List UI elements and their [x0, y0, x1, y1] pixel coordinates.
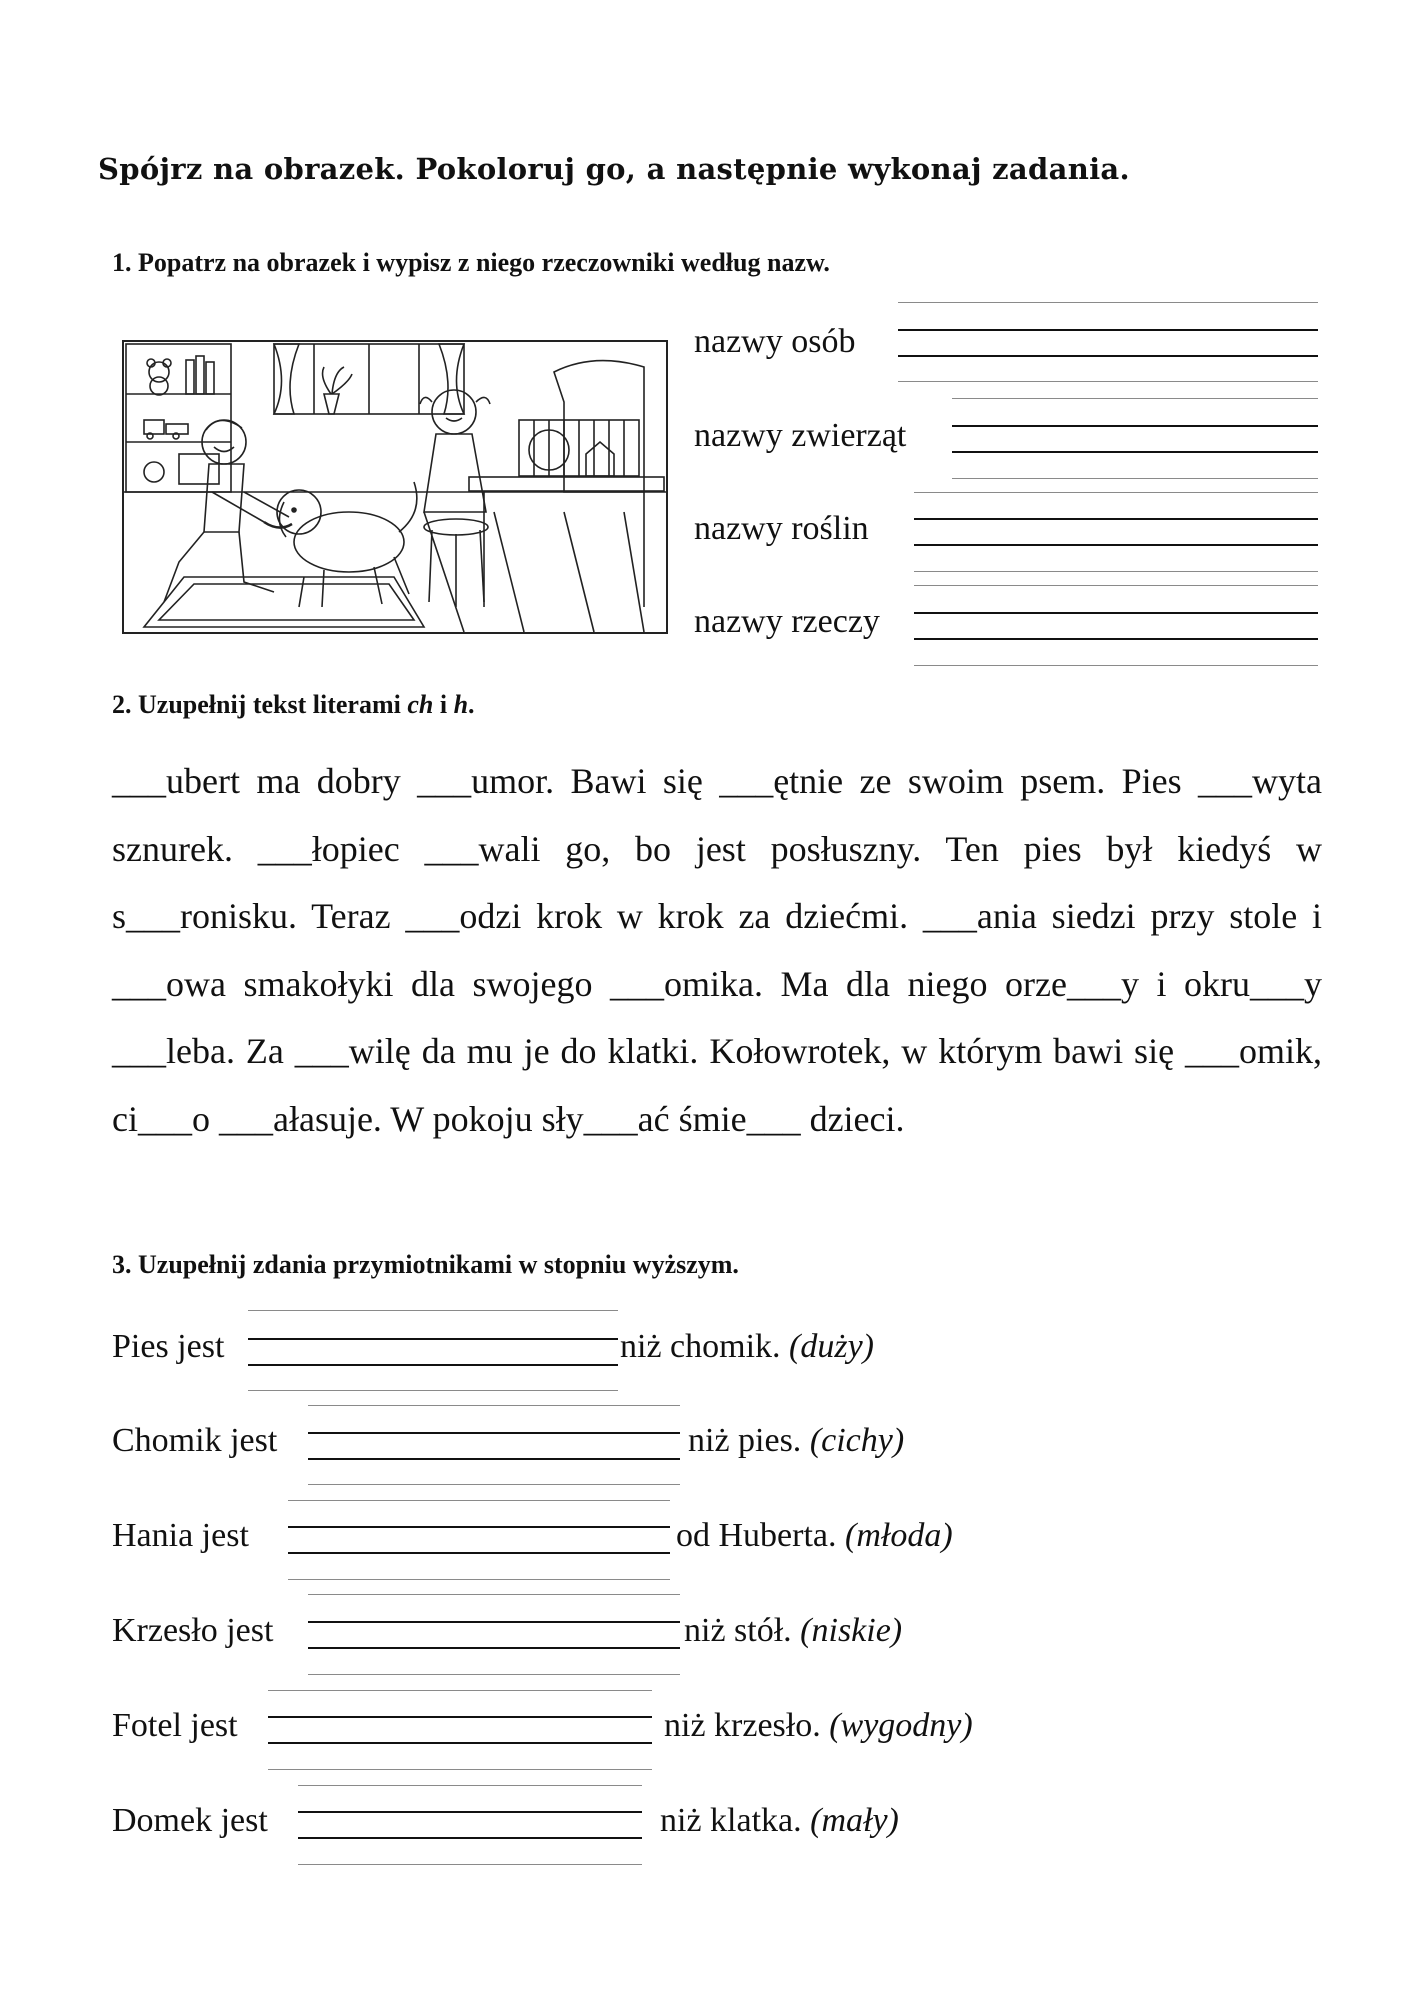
- hint: (młoda): [845, 1517, 953, 1554]
- sentence-row: Domek jest: [112, 1802, 268, 1839]
- hint: (niskie): [800, 1612, 903, 1649]
- sentence-row: Krzesło jest: [112, 1612, 274, 1649]
- label-plants: nazwy roślin: [694, 510, 869, 547]
- hint: (duży): [789, 1328, 874, 1365]
- label-things: nazwy rzeczy: [694, 603, 880, 640]
- task-3-heading: 3. Uzupełnij zdania przymiotnikami w stopniu wyższym.: [112, 1250, 739, 1279]
- label-people: nazwy osób: [694, 323, 856, 360]
- hint: (mały): [810, 1802, 899, 1839]
- sentence-end: od Huberta. (młoda): [676, 1517, 953, 1554]
- coloring-picture: [122, 340, 668, 634]
- fill-in-text: ___ubert ma dobry ___umor. Bawi się ___ętnie ze swoim psem. Pies ___wyta sznurek. ___łopiec ___wali go, bo jest posłuszny. Ten pies był kiedyś w s___ronisku. Teraz ___odzi krok w krok za dziećmi. ___ania siedzi przy stole i ___owa smakołyki dla swojego ___omika. Ma dla niego orze___y i okru___y ___leba. Za ___wilę da mu je do klatki. Kołowrotek, w którym bawi się ___omik, ci___o ___ałasuje. W pokoju sły___ać śmie___ dzieci.: [112, 761, 1322, 1139]
- sentence-end: niż stół. (niskie): [684, 1612, 903, 1649]
- sentence-end: niż pies. (cichy): [688, 1422, 905, 1459]
- hint: (wygodny): [829, 1707, 973, 1744]
- sentence-end: niż chomik. (duży): [620, 1328, 874, 1365]
- sentence-end: niż krzesło. (wygodny): [664, 1707, 973, 1744]
- task-2-heading: 2. Uzupełnij tekst literami ch i h.: [112, 690, 475, 719]
- sentence-end: niż klatka. (mały): [660, 1802, 899, 1839]
- sentence-row: Chomik jest: [112, 1422, 278, 1459]
- letter-ch: ch: [407, 690, 434, 719]
- worksheet-title: Spójrz na obrazek. Pokoloruj go, a następnie wykonaj zadania.: [98, 152, 1130, 186]
- hint: (cichy): [809, 1422, 905, 1459]
- task-1-heading: 1. Popatrz na obrazek i wypisz z niego rzeczowniki według nazw.: [112, 248, 830, 277]
- sentence-row: Hania jest: [112, 1517, 249, 1554]
- letter-h: h: [453, 690, 469, 719]
- sentence-row: Fotel jest: [112, 1707, 238, 1744]
- label-animals: nazwy zwierząt: [694, 417, 907, 454]
- sentence-row: Pies jest: [112, 1328, 225, 1365]
